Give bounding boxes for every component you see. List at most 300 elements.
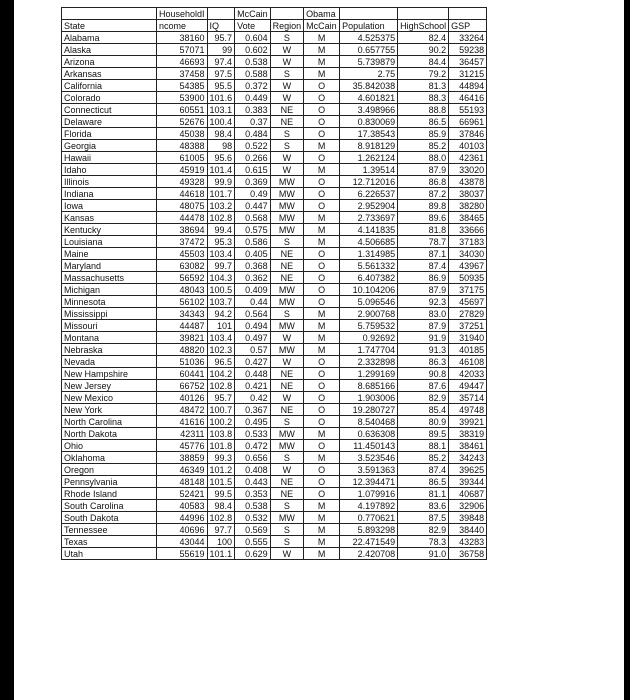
- cell-obama-mccain: M: [304, 548, 340, 560]
- cell-region: NE: [270, 272, 304, 284]
- cell-mccain-vote: 0.37: [235, 116, 271, 128]
- cell-household-income: 43044: [157, 536, 208, 548]
- cell-iq: 101.4: [207, 164, 235, 176]
- cell-gsp: 27829: [449, 308, 487, 320]
- cell-gsp: 45697: [449, 296, 487, 308]
- cell-highschool: 87.5: [398, 512, 449, 524]
- table-row: [62, 236, 487, 248]
- cell-gsp: 40103: [449, 140, 487, 152]
- cell-obama-mccain: O: [304, 464, 340, 476]
- cell-obama-mccain: O: [304, 356, 340, 368]
- cell-highschool: 83.0: [398, 308, 449, 320]
- cell-highschool: 80.9: [398, 416, 449, 428]
- cell-state: Oregon: [62, 464, 157, 476]
- cell-iq: 102.8: [207, 212, 235, 224]
- cell-state: Rhode Island: [62, 488, 157, 500]
- cell-gsp: 43967: [449, 260, 487, 272]
- cell-highschool: 81.3: [398, 80, 449, 92]
- cell-mccain-vote: 0.569: [235, 524, 271, 536]
- header-iq: IQ: [207, 20, 235, 32]
- cell-obama-mccain: O: [304, 152, 340, 164]
- cell-state: New Jersey: [62, 380, 157, 392]
- cell-obama-mccain: M: [304, 332, 340, 344]
- cell-state: Georgia: [62, 140, 157, 152]
- cell-gsp: 31940: [449, 332, 487, 344]
- cell-obama-mccain: O: [304, 92, 340, 104]
- cell-state: Arizona: [62, 56, 157, 68]
- cell-gsp: 39344: [449, 476, 487, 488]
- header-cell: [398, 8, 449, 20]
- cell-highschool: 91.3: [398, 344, 449, 356]
- cell-region: NE: [270, 248, 304, 260]
- cell-gsp: 38280: [449, 200, 487, 212]
- cell-mccain-vote: 0.538: [235, 56, 271, 68]
- header-row-1: [62, 8, 487, 20]
- cell-obama-mccain: O: [304, 128, 340, 140]
- cell-region: NE: [270, 260, 304, 272]
- table-row: [62, 428, 487, 440]
- cell-household-income: 48075: [157, 200, 208, 212]
- cell-household-income: 38160: [157, 32, 208, 44]
- cell-obama-mccain: O: [304, 80, 340, 92]
- table-row: [62, 80, 487, 92]
- cell-region: W: [270, 464, 304, 476]
- cell-household-income: 52676: [157, 116, 208, 128]
- cell-region: W: [270, 56, 304, 68]
- cell-highschool: 82.9: [398, 524, 449, 536]
- cell-obama-mccain: O: [304, 272, 340, 284]
- table-row: [62, 212, 487, 224]
- cell-iq: 99.5: [207, 488, 235, 500]
- header-row-2: [62, 20, 487, 32]
- cell-mccain-vote: 0.369: [235, 176, 271, 188]
- cell-highschool: 78.3: [398, 536, 449, 548]
- cell-gsp: 49748: [449, 404, 487, 416]
- cell-population: 2.75: [340, 68, 398, 80]
- cell-iq: 100.5: [207, 284, 235, 296]
- table-row: [62, 260, 487, 272]
- cell-population: 4.525375: [340, 32, 398, 44]
- cell-mccain-vote: 0.494: [235, 320, 271, 332]
- table-row: [62, 128, 487, 140]
- cell-gsp: 46108: [449, 356, 487, 368]
- cell-obama-mccain: M: [304, 44, 340, 56]
- cell-mccain-vote: 0.427: [235, 356, 271, 368]
- cell-population: 0.830069: [340, 116, 398, 128]
- cell-highschool: 86.5: [398, 116, 449, 128]
- cell-gsp: 50935: [449, 272, 487, 284]
- cell-state: Louisiana: [62, 236, 157, 248]
- cell-highschool: 78.7: [398, 236, 449, 248]
- cell-state: Mississippi: [62, 308, 157, 320]
- cell-mccain-vote: 0.604: [235, 32, 271, 44]
- cell-gsp: 44894: [449, 80, 487, 92]
- cell-mccain-vote: 0.656: [235, 452, 271, 464]
- cell-highschool: 90.8: [398, 368, 449, 380]
- cell-household-income: 56102: [157, 296, 208, 308]
- cell-gsp: 37183: [449, 236, 487, 248]
- cell-state: Texas: [62, 536, 157, 548]
- cell-state: Tennessee: [62, 524, 157, 536]
- table-row: [62, 380, 487, 392]
- cell-state: Alabama: [62, 32, 157, 44]
- cell-obama-mccain: O: [304, 116, 340, 128]
- header-highschool: HighSchool: [398, 20, 449, 32]
- header-region: Region: [270, 20, 304, 32]
- cell-obama-mccain: O: [304, 200, 340, 212]
- cell-iq: 99.3: [207, 452, 235, 464]
- cell-household-income: 55619: [157, 548, 208, 560]
- cell-population: 4.601821: [340, 92, 398, 104]
- cell-population: 4.506685: [340, 236, 398, 248]
- cell-household-income: 46349: [157, 464, 208, 476]
- cell-region: MW: [270, 188, 304, 200]
- cell-gsp: 59238: [449, 44, 487, 56]
- table-row: [62, 536, 487, 548]
- cell-population: 10.104206: [340, 284, 398, 296]
- cell-household-income: 48043: [157, 284, 208, 296]
- cell-population: 5.893298: [340, 524, 398, 536]
- header-cell: [270, 8, 304, 20]
- cell-region: W: [270, 44, 304, 56]
- cell-mccain-vote: 0.586: [235, 236, 271, 248]
- cell-obama-mccain: M: [304, 212, 340, 224]
- table-row: [62, 392, 487, 404]
- cell-gsp: 31215: [449, 68, 487, 80]
- cell-gsp: 38319: [449, 428, 487, 440]
- cell-obama-mccain: O: [304, 476, 340, 488]
- cell-highschool: 88.0: [398, 152, 449, 164]
- cell-gsp: 39848: [449, 512, 487, 524]
- cell-state: California: [62, 80, 157, 92]
- cell-population: 5.561332: [340, 260, 398, 272]
- cell-obama-mccain: O: [304, 284, 340, 296]
- cell-region: NE: [270, 476, 304, 488]
- cell-mccain-vote: 0.555: [235, 536, 271, 548]
- cell-highschool: 91.9: [398, 332, 449, 344]
- cell-mccain-vote: 0.575: [235, 224, 271, 236]
- cell-population: 3.591363: [340, 464, 398, 476]
- cell-population: 5.739879: [340, 56, 398, 68]
- cell-household-income: 52421: [157, 488, 208, 500]
- table-row: [62, 296, 487, 308]
- table-row: [62, 548, 487, 560]
- cell-region: NE: [270, 404, 304, 416]
- cell-iq: 100.2: [207, 416, 235, 428]
- cell-population: 2.900768: [340, 308, 398, 320]
- cell-mccain-vote: 0.383: [235, 104, 271, 116]
- cell-household-income: 66752: [157, 380, 208, 392]
- cell-highschool: 86.8: [398, 176, 449, 188]
- cell-iq: 100: [207, 536, 235, 548]
- cell-obama-mccain: O: [304, 368, 340, 380]
- cell-household-income: 40696: [157, 524, 208, 536]
- cell-mccain-vote: 0.532: [235, 512, 271, 524]
- cell-gsp: 43283: [449, 536, 487, 548]
- cell-mccain-vote: 0.367: [235, 404, 271, 416]
- cell-gsp: 37846: [449, 128, 487, 140]
- cell-mccain-vote: 0.405: [235, 248, 271, 260]
- cell-obama-mccain: O: [304, 296, 340, 308]
- cell-population: 2.420708: [340, 548, 398, 560]
- cell-region: S: [270, 500, 304, 512]
- cell-household-income: 57071: [157, 44, 208, 56]
- cell-mccain-vote: 0.449: [235, 92, 271, 104]
- cell-region: S: [270, 452, 304, 464]
- state-data-table: [61, 7, 487, 560]
- cell-state: New Mexico: [62, 392, 157, 404]
- header-mccain-vote: Vote: [235, 20, 271, 32]
- cell-iq: 102.3: [207, 344, 235, 356]
- cell-state: Pennsylvania: [62, 476, 157, 488]
- cell-iq: 100.4: [207, 116, 235, 128]
- cell-mccain-vote: 0.472: [235, 440, 271, 452]
- cell-state: New York: [62, 404, 157, 416]
- table-row: [62, 368, 487, 380]
- cell-state: Missouri: [62, 320, 157, 332]
- cell-obama-mccain: M: [304, 224, 340, 236]
- cell-obama-mccain: M: [304, 428, 340, 440]
- cell-iq: 95.3: [207, 236, 235, 248]
- table-row: [62, 104, 487, 116]
- cell-state: Maine: [62, 248, 157, 260]
- cell-population: 2.952904: [340, 200, 398, 212]
- cell-household-income: 37458: [157, 68, 208, 80]
- header-obama-mccain: McCain: [304, 20, 340, 32]
- cell-mccain-vote: 0.538: [235, 500, 271, 512]
- cell-region: W: [270, 356, 304, 368]
- cell-mccain-vote: 0.49: [235, 188, 271, 200]
- cell-household-income: 37472: [157, 236, 208, 248]
- cell-mccain-vote: 0.42: [235, 392, 271, 404]
- cell-household-income: 48148: [157, 476, 208, 488]
- cell-household-income: 48820: [157, 344, 208, 356]
- cell-state: Michigan: [62, 284, 157, 296]
- cell-obama-mccain: M: [304, 524, 340, 536]
- cell-highschool: 86.5: [398, 476, 449, 488]
- cell-iq: 95.7: [207, 392, 235, 404]
- table-row: [62, 248, 487, 260]
- cell-household-income: 45038: [157, 128, 208, 140]
- cell-gsp: 55193: [449, 104, 487, 116]
- cell-highschool: 81.8: [398, 224, 449, 236]
- cell-state: Idaho: [62, 164, 157, 176]
- table-row: [62, 332, 487, 344]
- cell-state: New Hampshire: [62, 368, 157, 380]
- cell-population: 1.299169: [340, 368, 398, 380]
- cell-highschool: 87.9: [398, 164, 449, 176]
- cell-highschool: 91.0: [398, 548, 449, 560]
- cell-iq: 99.9: [207, 176, 235, 188]
- table-row: [62, 44, 487, 56]
- cell-mccain-vote: 0.266: [235, 152, 271, 164]
- cell-mccain-vote: 0.353: [235, 488, 271, 500]
- cell-state: South Dakota: [62, 512, 157, 524]
- cell-iq: 101.6: [207, 92, 235, 104]
- cell-population: 1.747704: [340, 344, 398, 356]
- cell-obama-mccain: M: [304, 68, 340, 80]
- cell-household-income: 40583: [157, 500, 208, 512]
- cell-population: 35.842038: [340, 80, 398, 92]
- cell-region: NE: [270, 368, 304, 380]
- cell-iq: 98.4: [207, 500, 235, 512]
- cell-gsp: 42033: [449, 368, 487, 380]
- cell-household-income: 39821: [157, 332, 208, 344]
- cell-region: NE: [270, 116, 304, 128]
- cell-highschool: 82.9: [398, 392, 449, 404]
- cell-iq: 95.5: [207, 80, 235, 92]
- cell-iq: 98.4: [207, 128, 235, 140]
- cell-household-income: 45503: [157, 248, 208, 260]
- cell-highschool: 92.3: [398, 296, 449, 308]
- cell-population: 11.450143: [340, 440, 398, 452]
- cell-highschool: 88.8: [398, 104, 449, 116]
- cell-obama-mccain: M: [304, 512, 340, 524]
- cell-household-income: 34343: [157, 308, 208, 320]
- cell-region: S: [270, 536, 304, 548]
- cell-iq: 99: [207, 44, 235, 56]
- cell-state: Illinois: [62, 176, 157, 188]
- cell-obama-mccain: M: [304, 56, 340, 68]
- header-cell: [62, 8, 157, 20]
- cell-iq: 103.4: [207, 332, 235, 344]
- cell-region: S: [270, 416, 304, 428]
- cell-highschool: 86.9: [398, 272, 449, 284]
- cell-highschool: 79.2: [398, 68, 449, 80]
- cell-iq: 101.5: [207, 476, 235, 488]
- table-row: [62, 500, 487, 512]
- cell-iq: 101.2: [207, 464, 235, 476]
- cell-obama-mccain: O: [304, 416, 340, 428]
- cell-state: Maryland: [62, 260, 157, 272]
- table-row: [62, 308, 487, 320]
- header-cell: [340, 8, 398, 20]
- cell-region: MW: [270, 224, 304, 236]
- cell-household-income: 48472: [157, 404, 208, 416]
- header-cell: Obama: [304, 8, 340, 20]
- cell-population: 0.770621: [340, 512, 398, 524]
- cell-obama-mccain: M: [304, 236, 340, 248]
- cell-state: Nevada: [62, 356, 157, 368]
- cell-household-income: 51036: [157, 356, 208, 368]
- cell-region: W: [270, 332, 304, 344]
- table-row: [62, 464, 487, 476]
- cell-household-income: 60551: [157, 104, 208, 116]
- cell-state: North Dakota: [62, 428, 157, 440]
- cell-highschool: 90.2: [398, 44, 449, 56]
- cell-region: W: [270, 392, 304, 404]
- cell-gsp: 38461: [449, 440, 487, 452]
- cell-region: MW: [270, 212, 304, 224]
- table-row: [62, 512, 487, 524]
- cell-population: 0.92692: [340, 332, 398, 344]
- cell-gsp: 66961: [449, 116, 487, 128]
- cell-gsp: 33020: [449, 164, 487, 176]
- cell-population: 1.079916: [340, 488, 398, 500]
- cell-population: 1.262124: [340, 152, 398, 164]
- cell-gsp: 37251: [449, 320, 487, 332]
- cell-population: 1.39514: [340, 164, 398, 176]
- cell-gsp: 34243: [449, 452, 487, 464]
- cell-mccain-vote: 0.533: [235, 428, 271, 440]
- cell-iq: 98: [207, 140, 235, 152]
- table-row: [62, 224, 487, 236]
- cell-population: 0.657755: [340, 44, 398, 56]
- cell-mccain-vote: 0.372: [235, 80, 271, 92]
- cell-population: 8.540468: [340, 416, 398, 428]
- table-row: [62, 416, 487, 428]
- cell-household-income: 38859: [157, 452, 208, 464]
- cell-household-income: 46693: [157, 56, 208, 68]
- header-gsp: GSP: [449, 20, 487, 32]
- cell-mccain-vote: 0.629: [235, 548, 271, 560]
- cell-population: 12.712016: [340, 176, 398, 188]
- header-state: State: [62, 20, 157, 32]
- cell-state: Colorado: [62, 92, 157, 104]
- cell-obama-mccain: M: [304, 308, 340, 320]
- cell-region: MW: [270, 428, 304, 440]
- cell-state: Kansas: [62, 212, 157, 224]
- table-row: [62, 56, 487, 68]
- cell-household-income: 38694: [157, 224, 208, 236]
- cell-household-income: 45776: [157, 440, 208, 452]
- cell-region: MW: [270, 200, 304, 212]
- cell-iq: 103.7: [207, 296, 235, 308]
- cell-state: Minnesota: [62, 296, 157, 308]
- cell-region: NE: [270, 488, 304, 500]
- cell-iq: 102.8: [207, 512, 235, 524]
- cell-population: 22.471549: [340, 536, 398, 548]
- cell-region: NE: [270, 104, 304, 116]
- cell-population: 6.226537: [340, 188, 398, 200]
- cell-mccain-vote: 0.421: [235, 380, 271, 392]
- cell-gsp: 36758: [449, 548, 487, 560]
- cell-gsp: 35714: [449, 392, 487, 404]
- cell-population: 19.280727: [340, 404, 398, 416]
- table-row: [62, 140, 487, 152]
- cell-state: Nebraska: [62, 344, 157, 356]
- cell-population: 17.38543: [340, 128, 398, 140]
- cell-highschool: 88.3: [398, 92, 449, 104]
- cell-gsp: 33264: [449, 32, 487, 44]
- cell-obama-mccain: O: [304, 380, 340, 392]
- cell-gsp: 38440: [449, 524, 487, 536]
- cell-highschool: 85.2: [398, 452, 449, 464]
- cell-obama-mccain: O: [304, 104, 340, 116]
- cell-iq: 99.4: [207, 224, 235, 236]
- cell-iq: 95.7: [207, 32, 235, 44]
- cell-state: Hawaii: [62, 152, 157, 164]
- table-row: [62, 92, 487, 104]
- header-cell: [207, 8, 235, 20]
- cell-iq: 94.2: [207, 308, 235, 320]
- cell-highschool: 87.4: [398, 260, 449, 272]
- table-row: [62, 440, 487, 452]
- cell-obama-mccain: O: [304, 440, 340, 452]
- cell-state: Kentucky: [62, 224, 157, 236]
- cell-population: 1.903006: [340, 392, 398, 404]
- cell-region: MW: [270, 320, 304, 332]
- cell-state: Alaska: [62, 44, 157, 56]
- cell-state: Ohio: [62, 440, 157, 452]
- cell-mccain-vote: 0.495: [235, 416, 271, 428]
- cell-iq: 99.7: [207, 260, 235, 272]
- cell-obama-mccain: M: [304, 344, 340, 356]
- table-row: [62, 404, 487, 416]
- cell-iq: 104.3: [207, 272, 235, 284]
- cell-iq: 101.8: [207, 440, 235, 452]
- table-row: [62, 200, 487, 212]
